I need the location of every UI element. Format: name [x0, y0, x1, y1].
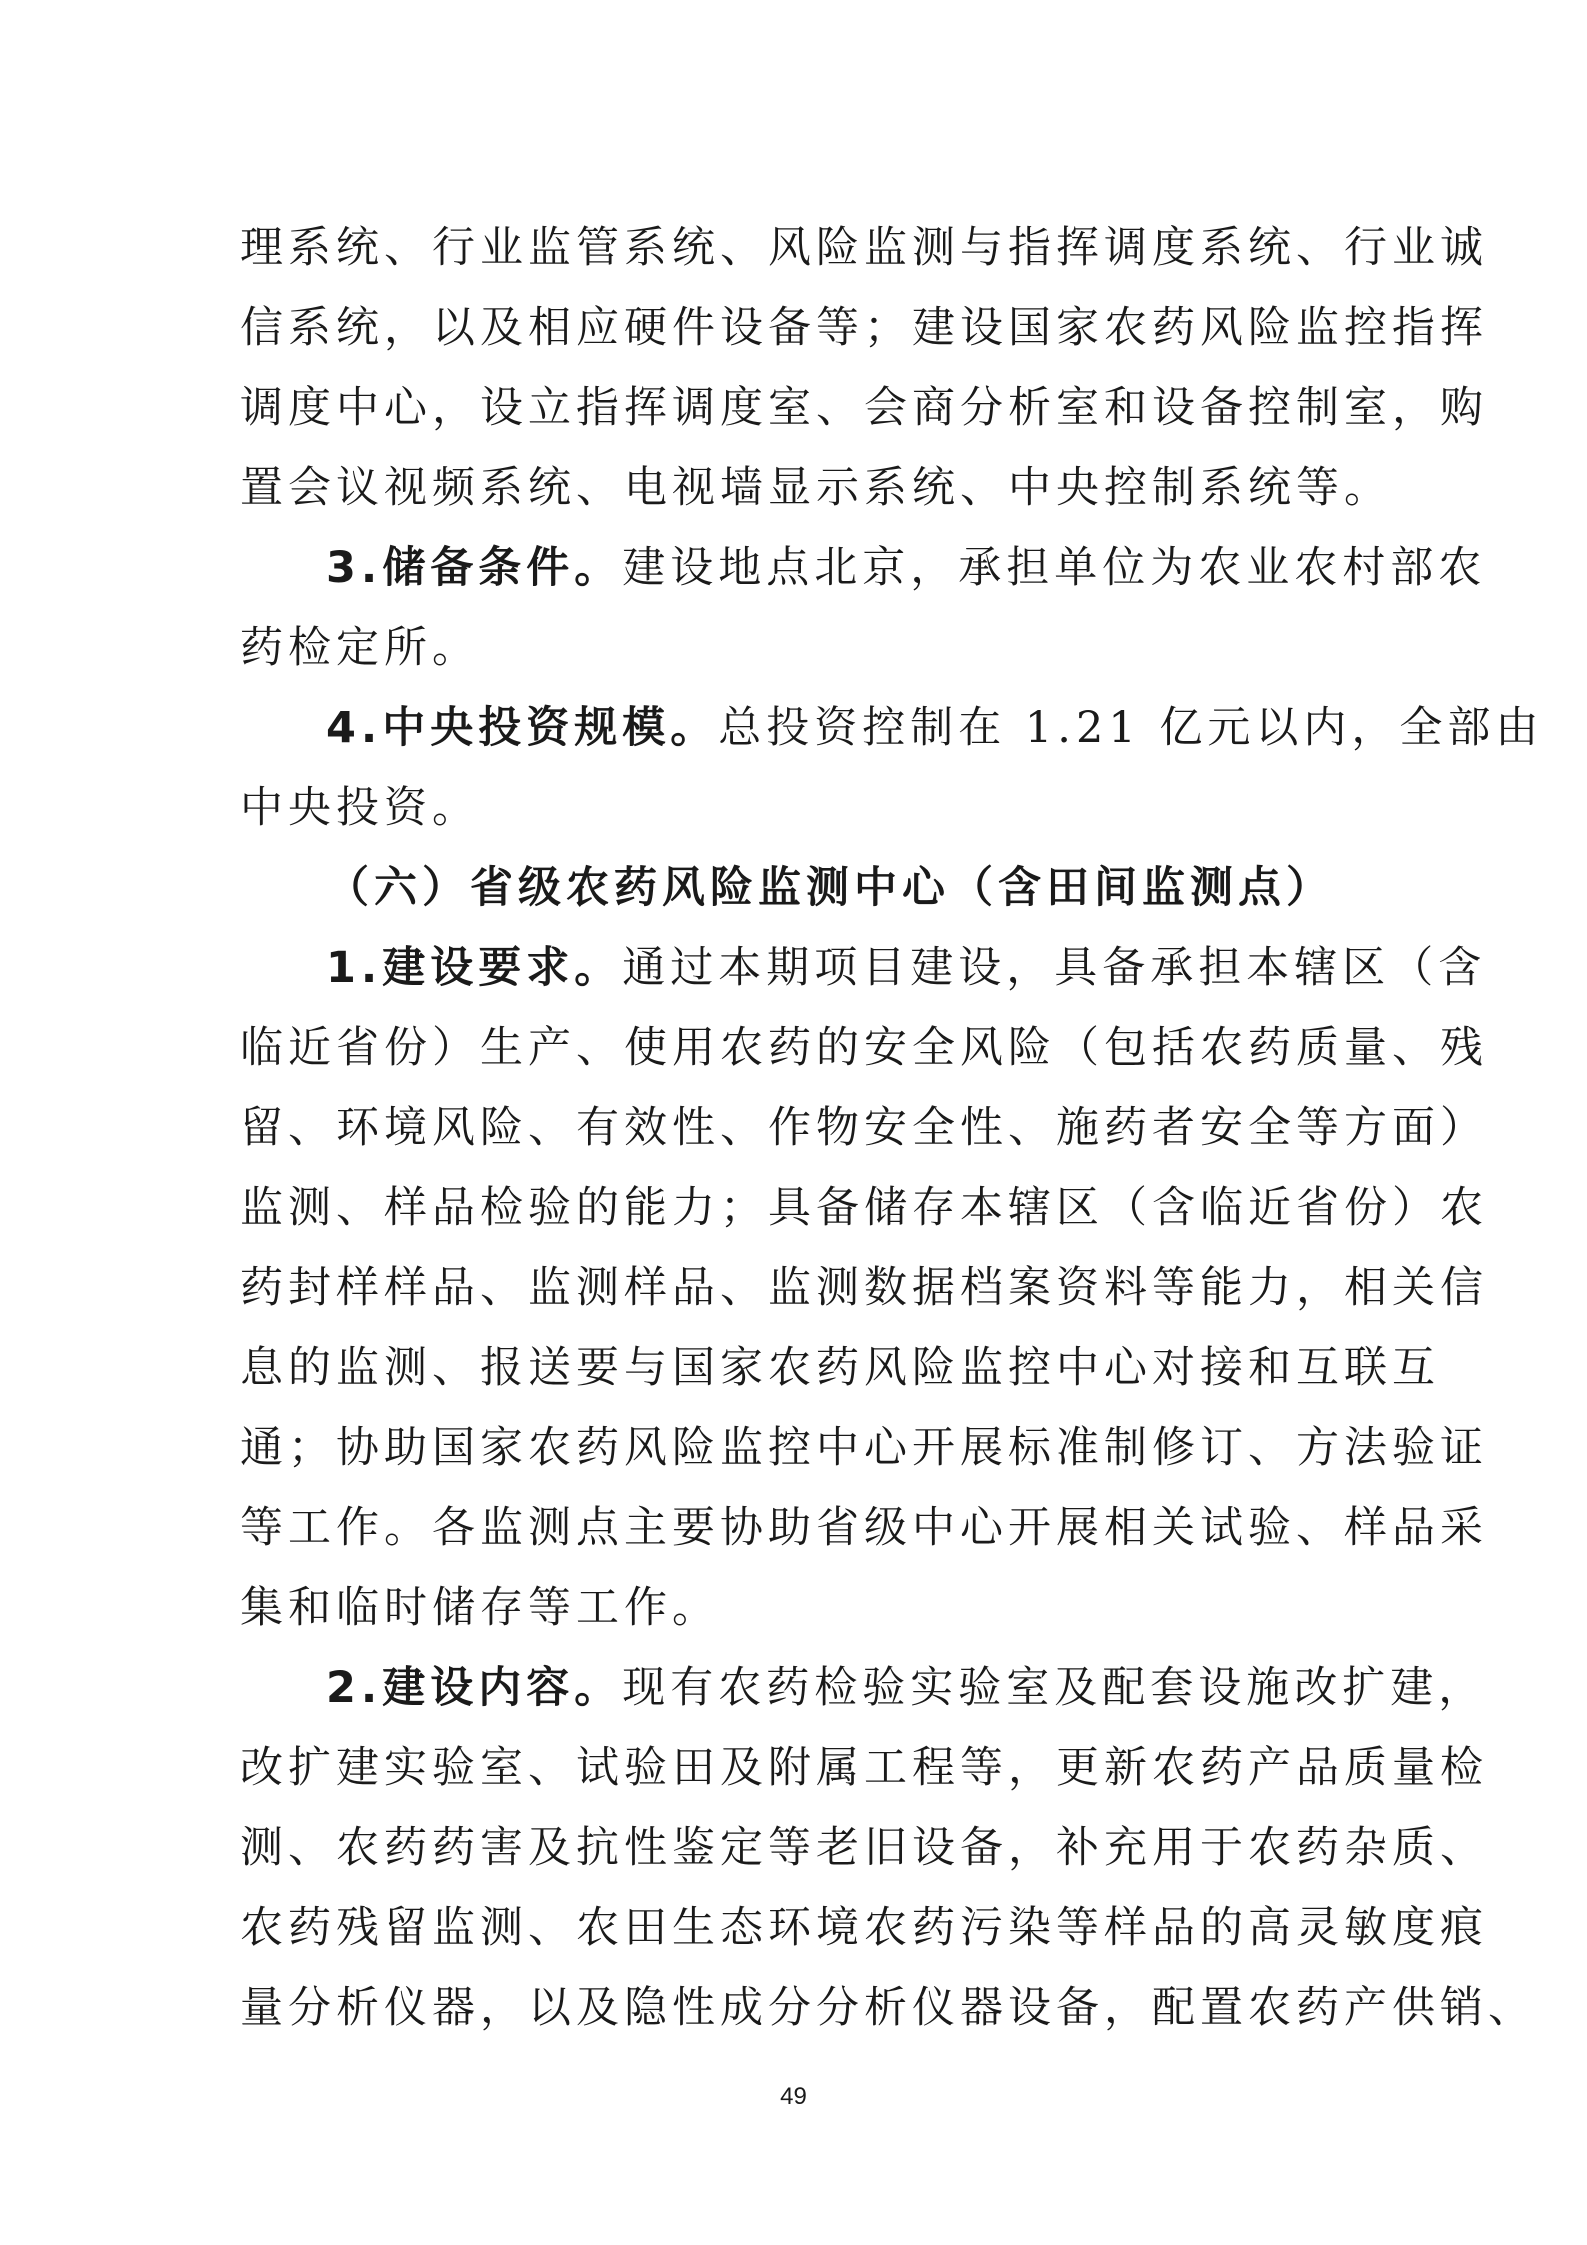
content-text: 现有农药检验实验室及配套设施改扩建，	[622, 1663, 1487, 1713]
storage-heading: 3.储备条件。	[326, 543, 623, 593]
paragraph-line: 集和临时储存等工作。	[240, 1583, 720, 1633]
paragraph-line: 理系统、行业监管系统、风险监测与指挥调度系统、行业诚	[240, 223, 1488, 273]
investment-text: 总投资控制在 1.21 亿元以内，全部由	[718, 703, 1544, 753]
paragraph-line: 息的监测、报送要与国家农药风险监控中心对接和互联互	[240, 1343, 1440, 1393]
paragraph-line: 调度中心，设立指挥调度室、会商分析室和设备控制室，购	[240, 383, 1488, 433]
paragraph-line: 量分析仪器，以及隐性成分分析仪器设备，配置农药产供销、	[240, 1983, 1536, 2033]
paragraph-line: 改扩建实验室、试验田及附属工程等，更新农药产品质量检	[240, 1743, 1488, 1793]
page-number: 49	[780, 2083, 807, 2110]
document-body	[240, 208, 1544, 2048]
paragraph-line: 通；协助国家农药风险监控中心开展标准制修订、方法验证	[240, 1423, 1488, 1473]
paragraph-line: 信系统，以及相应硬件设备等；建设国家农药风险监控指挥	[240, 303, 1488, 353]
paragraph-line: 农药残留监测、农田生态环境农药污染等样品的高灵敏度痕	[240, 1903, 1488, 1953]
paragraph-line: 药封样样品、监测样品、监测数据档案资料等能力，相关信	[240, 1263, 1488, 1313]
requirements-heading: 1.建设要求。	[326, 943, 623, 993]
paragraph-line: 等工作。各监测点主要协助省级中心开展相关试验、样品采	[240, 1503, 1488, 1553]
paragraph-line: 测、农药药害及抗性鉴定等老旧设备，补充用于农药杂质、	[240, 1823, 1488, 1873]
investment-heading: 4.中央投资规模。	[326, 703, 719, 753]
requirements-text: 通过本期项目建设，具备承担本辖区（含	[622, 943, 1487, 993]
paragraph-line: 置会议视频系统、电视墙显示系统、中央控制系统等。	[240, 463, 1392, 513]
paragraph-line: 监测、样品检验的能力；具备储存本辖区（含临近省份）农	[240, 1183, 1488, 1233]
storage-paragraph-line	[240, 528, 1487, 608]
paragraph-line: 药检定所。	[240, 623, 480, 673]
content-paragraph-line	[240, 1648, 1487, 1728]
storage-text: 建设地点北京，承担单位为农业农村部农	[622, 543, 1487, 593]
paragraph-line: 临近省份）生产、使用农药的安全风险（包括农药质量、残	[240, 1023, 1488, 1073]
section-title: （六）省级农药风险监测中心（含田间监测点）	[326, 863, 1334, 913]
content-heading: 2.建设内容。	[326, 1663, 623, 1713]
paragraph-line: 中央投资。	[240, 783, 480, 833]
requirements-paragraph-line	[240, 928, 1487, 1008]
paragraph-line: 留、环境风险、有效性、作物安全性、施药者安全等方面）	[240, 1103, 1488, 1153]
investment-paragraph-line	[240, 688, 1544, 768]
